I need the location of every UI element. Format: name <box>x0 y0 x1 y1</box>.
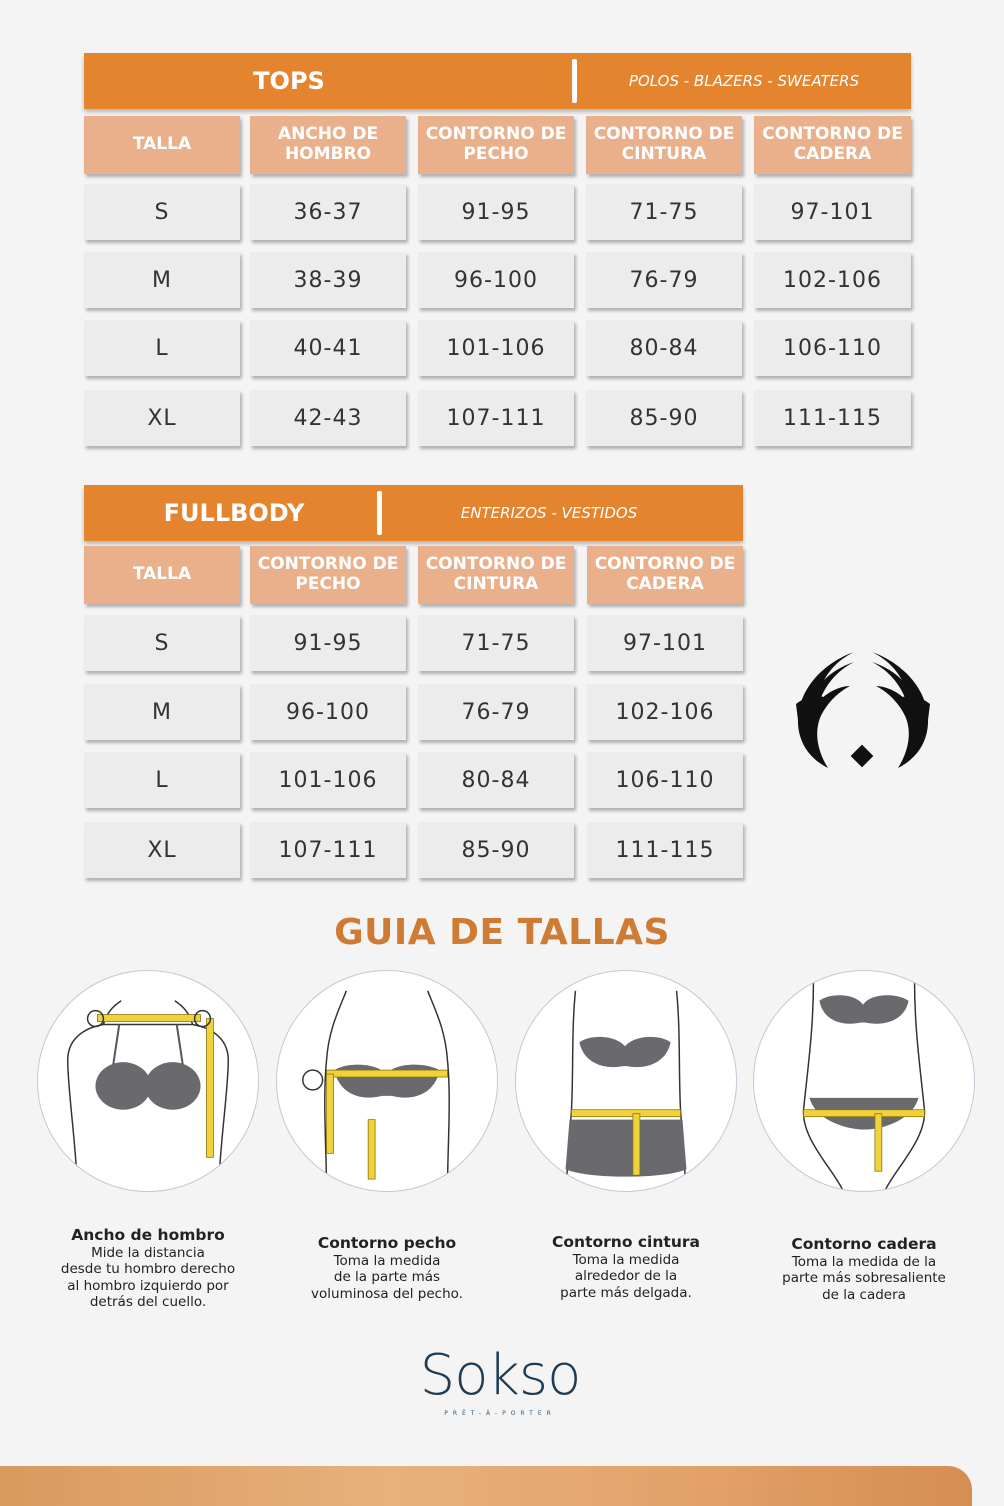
bust-illustration <box>276 970 498 1192</box>
tops-subtitle: POLOS - BLAZERS - SWEATERS <box>628 72 860 90</box>
tops-data-cell: 107-111 <box>418 390 574 446</box>
fullbody-data-cell: 71-75 <box>418 615 574 671</box>
caption-line: Toma la medida <box>333 1252 441 1269</box>
tops-data-cell: 102-106 <box>754 252 911 308</box>
caption-bust <box>276 1234 498 1302</box>
fullbody-data-cell: 97-101 <box>587 615 743 671</box>
shoulder-illustration <box>37 970 259 1192</box>
brand-logo <box>400 1343 600 1417</box>
brand-tagline: PRÊT-À-PORTER <box>444 1410 556 1417</box>
caption-waist <box>515 1233 737 1301</box>
fullbody-data-cell: 102-106 <box>587 684 743 740</box>
caption-line: detrás del cuello. <box>89 1294 207 1311</box>
tops-data-cell: 80-84 <box>586 320 742 376</box>
fullbody-data-cell: 111-115 <box>587 822 743 878</box>
tops-data-cell: 76-79 <box>586 252 742 308</box>
tops-data-cell: S <box>84 184 240 240</box>
bust-measure-icon <box>277 971 497 1191</box>
waist-measure-icon <box>516 971 736 1191</box>
caption-line: al hombro izquierdo por <box>67 1277 229 1294</box>
fullbody-data-cell: S <box>84 615 240 671</box>
bottom-decorative-band <box>0 1466 972 1506</box>
caption-line: Mide la distancia <box>91 1244 205 1261</box>
tops-header-cell: CONTORNO DE CINTURA <box>586 116 742 174</box>
fullbody-title-separator <box>377 491 382 535</box>
tops-data-cell: 101-106 <box>418 320 574 376</box>
caption-hip-title: Contorno cadera <box>791 1235 937 1253</box>
fullbody-header-cell: CONTORNO DE CINTURA <box>418 546 574 604</box>
fullbody-data-cell: 85-90 <box>418 822 574 878</box>
caption-shoulder <box>37 1226 259 1311</box>
fullbody-data-cell: M <box>84 684 240 740</box>
fullbody-title-bar <box>84 485 743 541</box>
tops-data-cell: 96-100 <box>418 252 574 308</box>
tops-data-cell: 38-39 <box>250 252 406 308</box>
caption-line: Toma la medida <box>572 1251 680 1268</box>
fullbody-data-cell: 106-110 <box>587 752 743 808</box>
fullbody-title: FULLBODY <box>163 499 305 527</box>
tops-title: TOPS <box>253 67 325 95</box>
waist-illustration <box>515 970 737 1192</box>
caption-line: parte más sobresaliente <box>782 1270 946 1287</box>
fullbody-data-cell: L <box>84 752 240 808</box>
caption-waist-title: Contorno cintura <box>552 1233 700 1251</box>
caption-line: desde tu hombro derecho <box>60 1261 236 1278</box>
fullbody-data-cell: 107-111 <box>250 822 406 878</box>
fullbody-header-cell: CONTORNO DE CADERA <box>587 546 743 604</box>
fullbody-data-cell: XL <box>84 822 240 878</box>
hip-measure-icon <box>754 971 974 1191</box>
fullbody-header-cell: CONTORNO DE PECHO <box>250 546 406 604</box>
fullbody-data-cell: 96-100 <box>250 684 406 740</box>
wings-logo-icon <box>792 648 934 774</box>
tops-data-cell: 42-43 <box>250 390 406 446</box>
guide-title: GUIA DE TALLAS <box>334 912 670 953</box>
fullbody-data-cell: 91-95 <box>250 615 406 671</box>
fullbody-data-cell: 101-106 <box>250 752 406 808</box>
caption-line: alrededor de la <box>574 1268 678 1285</box>
tops-data-cell: 71-75 <box>586 184 742 240</box>
fullbody-data-cell: 80-84 <box>418 752 574 808</box>
tops-data-cell: 97-101 <box>754 184 911 240</box>
tops-data-cell: XL <box>84 390 240 446</box>
tops-data-cell: 106-110 <box>754 320 911 376</box>
caption-line: voluminosa del pecho. <box>311 1285 463 1302</box>
tops-data-cell: M <box>84 252 240 308</box>
tops-data-cell: 91-95 <box>418 184 574 240</box>
tops-title-separator <box>572 59 577 103</box>
tops-data-cell: 85-90 <box>586 390 742 446</box>
caption-hip <box>753 1235 975 1303</box>
tops-data-cell: L <box>84 320 240 376</box>
fullbody-subtitle: ENTERIZOS - VESTIDOS <box>460 504 638 522</box>
tops-header-cell: TALLA <box>84 116 240 174</box>
tops-data-cell: 40-41 <box>250 320 406 376</box>
shoulder-measure-icon <box>38 971 258 1191</box>
fullbody-header-cell: TALLA <box>84 546 240 604</box>
tops-data-cell: 36-37 <box>250 184 406 240</box>
tops-header-cell: ANCHO DE HOMBRO <box>250 116 406 174</box>
tops-header-cell: CONTORNO DE PECHO <box>418 116 574 174</box>
tops-title-bar <box>84 53 911 109</box>
caption-line: de la cadera <box>822 1286 906 1303</box>
caption-bust-title: Contorno pecho <box>317 1234 457 1252</box>
fullbody-data-cell: 76-79 <box>418 684 574 740</box>
caption-line: Toma la medida de la <box>791 1253 937 1270</box>
caption-line: de la parte más <box>333 1269 441 1286</box>
tops-data-cell: 111-115 <box>754 390 911 446</box>
caption-line: parte más delgada. <box>560 1284 692 1301</box>
brand-name: Sokso <box>419 1343 581 1408</box>
hip-illustration <box>753 970 975 1192</box>
tops-header-cell: CONTORNO DE CADERA <box>754 116 911 174</box>
caption-shoulder-title: Ancho de hombro <box>71 1226 225 1244</box>
